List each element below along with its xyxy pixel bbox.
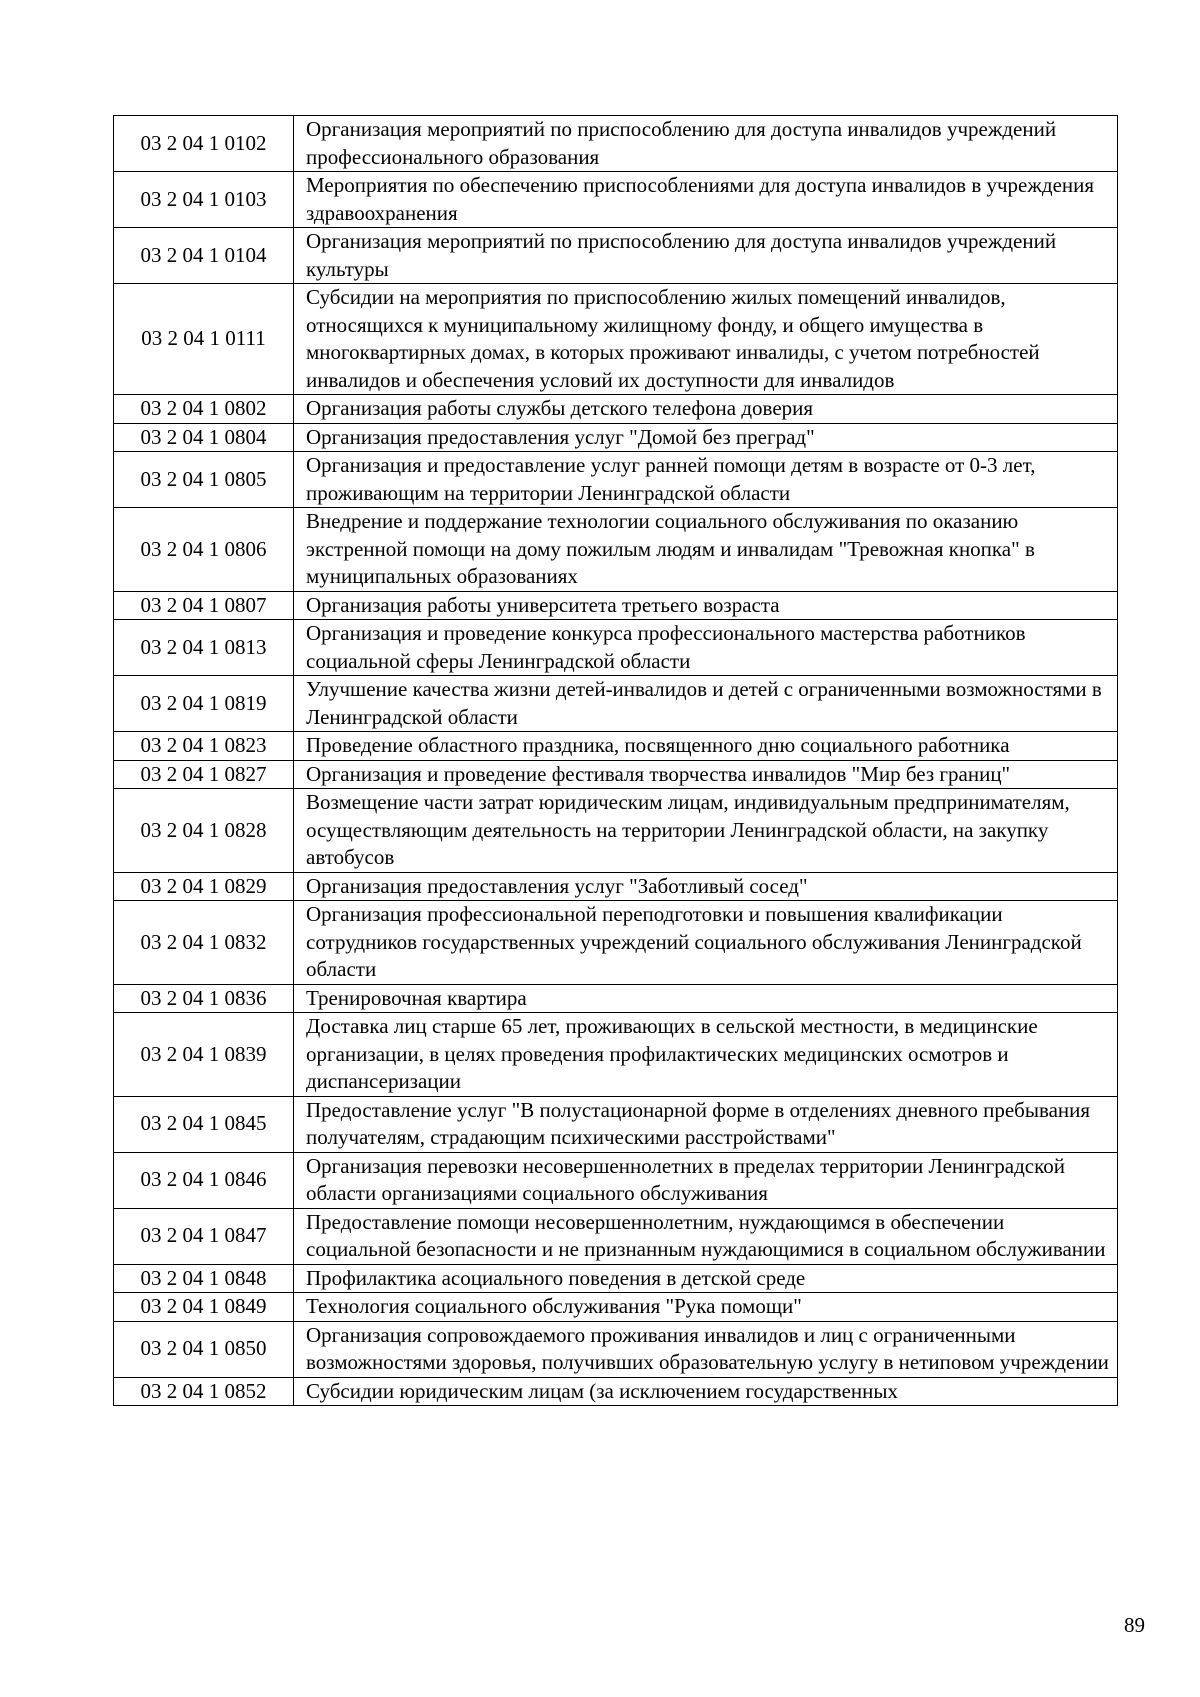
- description-cell: Проведение областного праздника, посвященного дню социального работника: [294, 732, 1118, 761]
- table-row: [114, 228, 1118, 284]
- table-row: [114, 676, 1118, 732]
- code-cell: 03 2 04 1 0828: [114, 789, 294, 873]
- code-cell: 03 2 04 1 0805: [114, 452, 294, 508]
- code-cell: 03 2 04 1 0804: [114, 423, 294, 452]
- description-cell: Улучшение качества жизни детей-инвалидов и детей с ограниченными возможностями в Ленинградской области: [294, 676, 1118, 732]
- description-cell: Предоставление услуг "В полустационарной форме в отделениях дневного пребывания получателям, страдающим психическими расстройствами": [294, 1096, 1118, 1152]
- table-row: [114, 1152, 1118, 1208]
- table-row: [114, 1264, 1118, 1293]
- code-cell: 03 2 04 1 0807: [114, 591, 294, 620]
- code-cell: 03 2 04 1 0846: [114, 1152, 294, 1208]
- budget-codes-table: [113, 115, 1118, 1406]
- table-row: [114, 284, 1118, 395]
- description-cell: Организация работы университета третьего возраста: [294, 591, 1118, 620]
- description-cell: Технология социального обслуживания "Рука помощи": [294, 1293, 1118, 1322]
- code-cell: 03 2 04 1 0832: [114, 901, 294, 985]
- code-cell: 03 2 04 1 0836: [114, 984, 294, 1013]
- table-row: [114, 1096, 1118, 1152]
- description-cell: Мероприятия по обеспечению приспособлениями для доступа инвалидов в учреждения здравоохранения: [294, 172, 1118, 228]
- table-row: [114, 760, 1118, 789]
- table-row: [114, 872, 1118, 901]
- table-row: [114, 172, 1118, 228]
- table-row: [114, 452, 1118, 508]
- table-row: [114, 508, 1118, 592]
- code-cell: 03 2 04 1 0848: [114, 1264, 294, 1293]
- code-cell: 03 2 04 1 0802: [114, 395, 294, 424]
- code-cell: 03 2 04 1 0845: [114, 1096, 294, 1152]
- description-cell: Субсидии юридическим лицам (за исключением государственных: [294, 1377, 1118, 1406]
- code-cell: 03 2 04 1 0850: [114, 1321, 294, 1377]
- table-row: [114, 901, 1118, 985]
- code-cell: 03 2 04 1 0829: [114, 872, 294, 901]
- table-row: [114, 1293, 1118, 1322]
- table-row: [114, 591, 1118, 620]
- description-cell: Организация предоставления услуг "Заботливый сосед": [294, 872, 1118, 901]
- description-cell: Организация работы службы детского телефона доверия: [294, 395, 1118, 424]
- description-cell: Организация мероприятий по приспособлению для доступа инвалидов учреждений культуры: [294, 228, 1118, 284]
- code-cell: 03 2 04 1 0104: [114, 228, 294, 284]
- table-row: [114, 1208, 1118, 1264]
- table-row: [114, 732, 1118, 761]
- code-cell: 03 2 04 1 0839: [114, 1013, 294, 1097]
- code-cell: 03 2 04 1 0819: [114, 676, 294, 732]
- table-row: [114, 116, 1118, 172]
- description-cell: Организация мероприятий по приспособлению для доступа инвалидов учреждений профессионального образования: [294, 116, 1118, 172]
- code-cell: 03 2 04 1 0847: [114, 1208, 294, 1264]
- description-cell: Доставка лиц старше 65 лет, проживающих в сельской местности, в медицинские организации, в целях проведения профилактических медицинских осмотров и диспансеризации: [294, 1013, 1118, 1097]
- description-cell: Организация сопровождаемого проживания инвалидов и лиц с ограниченными возможностями здоровья, получивших образовательную услугу в нетиповом учреждении: [294, 1321, 1118, 1377]
- table-row: [114, 1013, 1118, 1097]
- description-cell: Тренировочная квартира: [294, 984, 1118, 1013]
- description-cell: Организация и предоставление услуг ранней помощи детям в возрасте от 0-3 лет, проживающим на территории Ленинградской области: [294, 452, 1118, 508]
- code-cell: 03 2 04 1 0827: [114, 760, 294, 789]
- code-cell: 03 2 04 1 0823: [114, 732, 294, 761]
- code-cell: 03 2 04 1 0111: [114, 284, 294, 395]
- description-cell: Организация и проведение конкурса профессионального мастерства работников социальной сферы Ленинградской области: [294, 620, 1118, 676]
- description-cell: Возмещение части затрат юридическим лицам, индивидуальным предпринимателям, осуществляющим деятельность на территории Ленинградской области, на закупку автобусов: [294, 789, 1118, 873]
- description-cell: Предоставление помощи несовершеннолетним, нуждающимся в обеспечении социальной безопасности и не признанным нуждающимися в социальном обслуживании: [294, 1208, 1118, 1264]
- table-row: [114, 395, 1118, 424]
- table-row: [114, 789, 1118, 873]
- description-cell: Субсидии на мероприятия по приспособлению жилых помещений инвалидов, относящихся к муниципальному жилищному фонду, и общего имущества в многоквартирных домах, в которых проживают инвалиды, с учетом потребностей инвалидов и обеспечения условий их доступности для инвалидов: [294, 284, 1118, 395]
- description-cell: Организация предоставления услуг "Домой без преград": [294, 423, 1118, 452]
- description-cell: Внедрение и поддержание технологии социального обслуживания по оказанию экстренной помощи на дому пожилым людям и инвалидам "Тревожная кнопка" в муниципальных образованиях: [294, 508, 1118, 592]
- code-cell: 03 2 04 1 0102: [114, 116, 294, 172]
- table-row: [114, 984, 1118, 1013]
- description-cell: Организация и проведение фестиваля творчества инвалидов "Мир без границ": [294, 760, 1118, 789]
- table-row: [114, 620, 1118, 676]
- table-row: [114, 1321, 1118, 1377]
- code-cell: 03 2 04 1 0813: [114, 620, 294, 676]
- code-cell: 03 2 04 1 0852: [114, 1377, 294, 1406]
- table-row: [114, 423, 1118, 452]
- code-cell: 03 2 04 1 0849: [114, 1293, 294, 1322]
- description-cell: Профилактика асоциального поведения в детской среде: [294, 1264, 1118, 1293]
- table-row: [114, 1377, 1118, 1406]
- code-cell: 03 2 04 1 0806: [114, 508, 294, 592]
- description-cell: Организация перевозки несовершеннолетних в пределах территории Ленинградской области организациями социального обслуживания: [294, 1152, 1118, 1208]
- description-cell: Организация профессиональной переподготовки и повышения квалификации сотрудников государственных учреждений социального обслуживания Ленинградской области: [294, 901, 1118, 985]
- code-cell: 03 2 04 1 0103: [114, 172, 294, 228]
- table-body: [114, 116, 1118, 1406]
- page-number: 89: [1124, 1613, 1145, 1637]
